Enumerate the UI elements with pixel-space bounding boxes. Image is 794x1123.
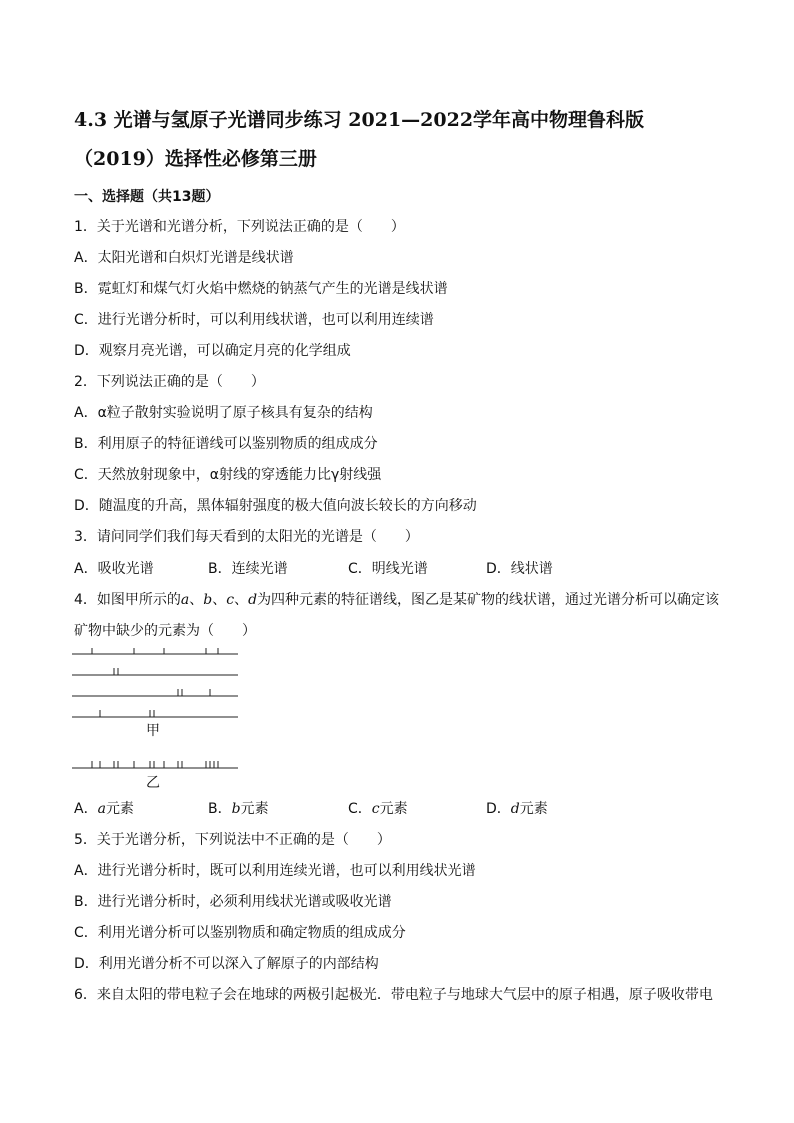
spectral-lines-figure: [70, 642, 250, 798]
q4-sep-2: 、: [212, 592, 227, 608]
q4-option-d-var: d: [510, 801, 520, 817]
q1-stem: 1．关于光谱和光谱分析，下列说法正确的是（ ）: [74, 219, 405, 235]
q4-sep-3: 、: [234, 592, 249, 608]
q4-var-a: a: [180, 592, 190, 608]
q5-option-d: D．利用光谱分析不可以深入了解原子的内部结构: [74, 956, 379, 972]
spectral-lines-svg: [70, 642, 250, 794]
q3-option-b: B．连续光谱: [208, 561, 288, 577]
figure-label-yi: 乙: [146, 775, 160, 791]
q4-var-c: c: [226, 592, 235, 608]
q4-option-c-suffix: 元素: [379, 801, 408, 817]
q4-option-b-var: b: [231, 801, 241, 817]
figure-label-jia: 甲: [146, 723, 160, 739]
q2-option-c: C．天然放射现象中，α射线的穿透能力比γ射线强: [74, 467, 382, 483]
section-heading: 一、选择题（共13题）: [74, 189, 220, 205]
q3-stem: 3．请问同学们我们每天看到的太阳光的光谱是（ ）: [74, 529, 419, 545]
q4-stem-suffix: 为四种元素的特征谱线，图乙是某矿物的线状谱，通过光谱分析可以确定该: [257, 592, 720, 608]
q5-option-a: A．进行光谱分析时，既可以利用连续光谱，也可以利用线状光谱: [74, 863, 476, 879]
q4-var-d: d: [248, 592, 258, 608]
q4-option-a-prefix: A．: [74, 801, 98, 817]
q4-stem-prefix: 4．如图甲所示的: [74, 592, 181, 608]
q4-option-c-prefix: C．: [348, 801, 372, 817]
q1-option-b: B．霓虹灯和煤气灯火焰中燃烧的钠蒸气产生的光谱是线状谱: [74, 281, 448, 297]
q4-option-b-prefix: B．: [208, 801, 232, 817]
q1-option-c: C．进行光谱分析时，可以利用线状谱，也可以利用连续谱: [74, 312, 434, 328]
q4-option-a-suffix: 元素: [105, 801, 134, 817]
q4-option-d-suffix: 元素: [519, 801, 548, 817]
q2-option-d: D．随温度的升高，黑体辐射强度的极大值向波长较长的方向移动: [74, 498, 477, 514]
q4-option-c: [348, 799, 408, 819]
q4-option-a: [74, 799, 134, 819]
q5-option-b: B．进行光谱分析时，必须利用线状光谱或吸收光谱: [74, 894, 392, 910]
q4-option-d: [486, 799, 548, 819]
q4-var-b: b: [203, 592, 213, 608]
q6-stem: 6．来自太阳的带电粒子会在地球的两极引起极光．带电粒子与地球大气层中的原子相遇，原子吸收带电: [74, 987, 713, 1003]
q4-option-b: [208, 799, 269, 819]
q4-option-b-suffix: 元素: [240, 801, 269, 817]
q2-option-a: A．α粒子散射实验说明了原子核具有复杂的结构: [74, 405, 373, 421]
q5-option-c: C．利用光谱分析可以鉴别物质和确定物质的组成成分: [74, 925, 406, 941]
q4-option-a-var: a: [97, 801, 106, 817]
q4-stem-line-2: 矿物中缺少的元素为（ ）: [74, 623, 256, 639]
q3-option-c: C．明线光谱: [348, 561, 428, 577]
q3-option-d: D．线状谱: [486, 561, 553, 577]
q4-option-c-var: c: [371, 801, 380, 817]
q4-option-d-prefix: D．: [486, 801, 511, 817]
q2-stem: 2．下列说法正确的是（ ）: [74, 374, 265, 390]
q1-option-a: A．太阳光谱和白炽灯光谱是线状谱: [74, 250, 294, 266]
q4-stem-line-1: [74, 590, 719, 610]
q4-sep-1: 、: [189, 592, 204, 608]
document-title-line-1: 4.3 光谱与氢原子光谱同步练习 2021—2022学年高中物理鲁科版: [74, 109, 645, 131]
q2-option-b: B．利用原子的特征谱线可以鉴别物质的组成成分: [74, 436, 378, 452]
q5-stem: 5．关于光谱分析，下列说法中不正确的是（ ）: [74, 832, 391, 848]
q1-option-d: D．观察月亮光谱，可以确定月亮的化学组成: [74, 343, 351, 359]
document-title-line-2: （2019）选择性必修第三册: [74, 148, 317, 170]
q3-option-a: A．吸收光谱: [74, 561, 154, 577]
